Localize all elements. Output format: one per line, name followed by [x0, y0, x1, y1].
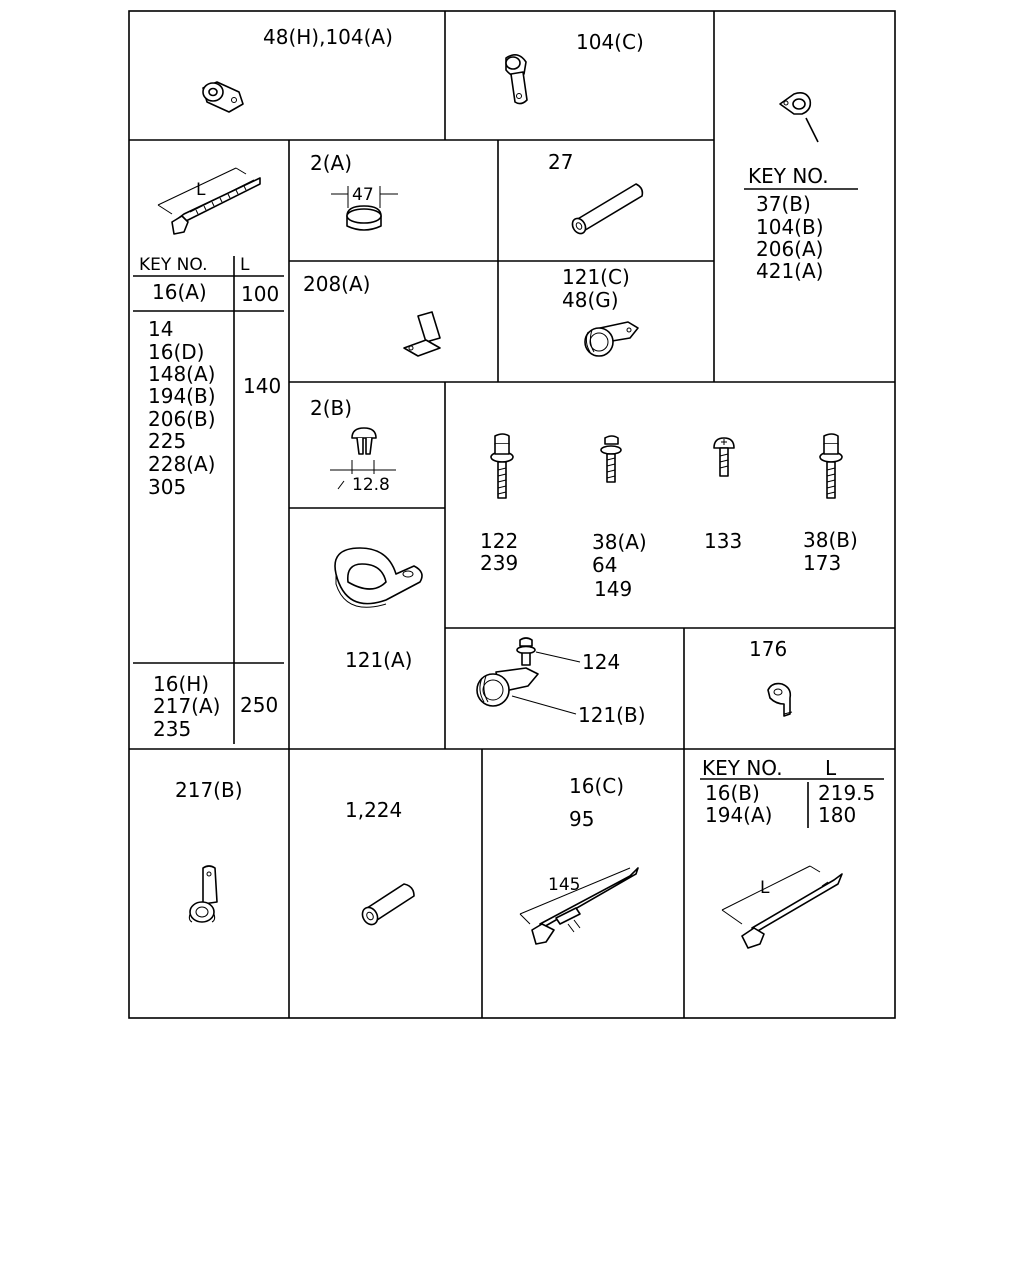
key-label: 305: [148, 475, 187, 499]
bracket-icon: [404, 312, 440, 356]
col-length-header: L: [825, 756, 837, 780]
key-label: 14: [148, 317, 174, 341]
cell-clamp-keys: [744, 93, 858, 283]
diameter-label: 12.8: [352, 475, 390, 495]
key-label: 16(B): [705, 781, 760, 805]
key-label: 133: [704, 529, 743, 553]
cell-bolts: [480, 434, 858, 601]
cell-16c-95: [520, 774, 638, 944]
flange-bolt-icon: [491, 434, 513, 498]
key-label: 16(H): [153, 672, 210, 696]
key-label: 121(C): [562, 265, 630, 289]
key-label: 217(A): [153, 694, 221, 718]
key-no-header: KEY NO.: [748, 164, 829, 188]
key-label: 104(B): [756, 215, 824, 239]
cell-2a: [310, 151, 398, 230]
short-bolt-icon: [601, 436, 621, 482]
plug-icon: [331, 185, 398, 230]
key-label: 16(C): [569, 774, 625, 798]
key-label: 95: [569, 807, 595, 831]
grommet-clamp-icon: [585, 322, 638, 356]
cell-cable-tie-table: [133, 168, 284, 744]
key-label: 37(B): [756, 192, 811, 216]
leader-line: [536, 652, 580, 662]
key-label: 2(A): [310, 151, 353, 175]
large-p-clamp-icon: [335, 548, 422, 607]
key-label: 206(B): [148, 407, 216, 431]
length-dim-label: L: [760, 878, 770, 898]
key-label: 122: [480, 529, 519, 553]
key-label: 176: [749, 637, 788, 661]
cell-tie-table: [700, 756, 884, 948]
key-label: 194(B): [148, 384, 216, 408]
length-value: 100: [241, 282, 280, 306]
cable-tie-icon: [722, 866, 842, 948]
length-value: 140: [243, 374, 282, 398]
key-label: 2(B): [310, 396, 353, 420]
cell-124-121b: [477, 638, 646, 727]
length-value: 180: [818, 803, 857, 827]
p-clamp-icon: [780, 93, 818, 142]
key-label: 48(G): [562, 288, 619, 312]
key-label: 228(A): [148, 452, 216, 476]
key-label: 149: [594, 577, 633, 601]
sleeve-icon: [570, 184, 643, 236]
cell-208a: [303, 272, 440, 356]
mounting-tie-icon: [520, 868, 638, 944]
cell-121c-48g: [562, 265, 638, 356]
cell-176: [749, 637, 792, 716]
length-dim-label: 145: [548, 875, 581, 895]
cell-217b: [175, 778, 243, 922]
key-label: 38(A): [592, 530, 647, 554]
key-label: 124: [582, 650, 621, 674]
key-label: 225: [148, 429, 187, 453]
key-label: 1,224: [345, 798, 403, 822]
key-label: 173: [803, 551, 842, 575]
cell-27: [548, 150, 642, 236]
cell-104c: [506, 30, 644, 104]
key-label: 38(B): [803, 528, 858, 552]
tube-sleeve-icon: [359, 884, 414, 927]
key-label: 217(B): [175, 778, 243, 802]
hook-clip-icon: [768, 684, 792, 716]
length-value: 219.5: [818, 781, 876, 805]
pan-screw-icon: [714, 438, 734, 476]
key-label: 27: [548, 150, 574, 174]
cell-2b: [310, 396, 396, 495]
cell-121a: [335, 548, 422, 672]
key-label: 16(A): [152, 280, 207, 304]
small-bolt-icon: [517, 638, 535, 665]
key-label: 121(B): [578, 703, 646, 727]
cable-tie-icon: [158, 168, 260, 234]
hex-flange-bolt-icon: [820, 434, 842, 498]
cell-1-224: [345, 798, 414, 927]
key-label: 148(A): [148, 362, 216, 386]
key-label: 48(H),104(A): [263, 25, 393, 49]
col-key-header: KEY NO.: [702, 756, 783, 780]
clip-part-icon: [203, 82, 243, 112]
key-label: 208(A): [303, 272, 371, 296]
cell-48h-104a: [203, 25, 393, 112]
tab-clamp-icon: [189, 866, 217, 922]
key-label: 235: [153, 717, 192, 741]
tab-clip-icon: [506, 55, 527, 104]
leader-line: [512, 696, 576, 714]
col-length-header: L: [240, 255, 250, 275]
col-key-header: KEY NO.: [139, 255, 208, 275]
key-label: 104(C): [576, 30, 644, 54]
key-label: 206(A): [756, 237, 824, 261]
diameter-label: 47: [352, 185, 374, 205]
length-value: 250: [240, 693, 279, 717]
key-label: 64: [592, 553, 618, 577]
key-label: 239: [480, 551, 519, 575]
push-clip-icon: [330, 428, 396, 495]
key-label: 421(A): [756, 259, 824, 283]
key-label: 16(D): [148, 340, 205, 364]
key-label: 121(A): [345, 648, 413, 672]
length-dim-label: L: [196, 180, 206, 200]
key-label: 194(A): [705, 803, 773, 827]
grid-lines: [129, 11, 895, 1018]
